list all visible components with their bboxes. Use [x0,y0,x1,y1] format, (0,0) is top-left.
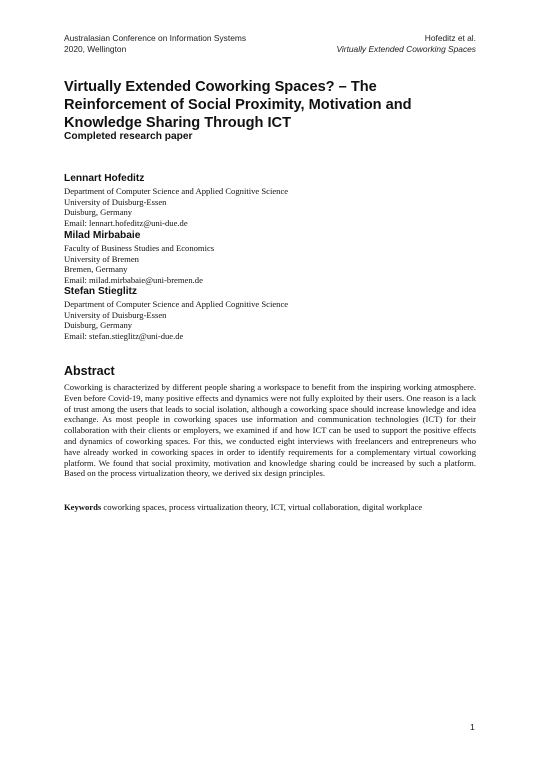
author-block [64,285,484,341]
abstract-body: Coworking is characterized by different people sharing a workspace to benefit from the inspiring working atmosphere. Even before Covid-19, many positive effects and dynamics were not fully exploited by their users. One reason is a lack of trust among the users that leads to social isolation, although a coworking space should increase knowledge and idea exchange. As most people in coworking spaces use information and communication technologies (ICT) for their collaboration with their clients or employers, we examined if and how ICT can be used to support the positive effects and dynamics of coworking spaces. For this, we conducted eight interviews with freelancers and entrepreneurs who have already worked in coworking spaces in order to identify requirements for a complementary virtual coworking platform. We found that social proximity, motivation and knowledge sharing could be increased by such a platform. Based on the process virtualization theory, we derived six design principles. [64,382,476,479]
title-line: Knowledge Sharing Through ICT [64,115,292,131]
author-email: Email: milad.mirbabaie@uni-bremen.de [64,274,203,285]
author-university: University of Duisburg-Essen [64,309,167,320]
author-block [64,229,484,285]
page-number: 1 [470,722,475,732]
author-name: Lennart Hofeditz [64,173,145,184]
author-name: Stefan Stieglitz [64,286,138,297]
conference-name: Australasian Conference on Information Systems [64,33,247,43]
author-affiliation: Department of Computer Science and Applied Cognitive Science [64,186,289,196]
author-university: University of Bremen [64,253,139,264]
author-location: Bremen, Germany [64,264,128,275]
author-location: Duisburg, Germany [64,320,133,331]
title-line: Virtually Extended Coworking Spaces? – The [64,79,377,95]
author-email: Email: stefan.stieglitz@uni-due.de [64,330,184,341]
header-left [64,33,246,55]
header-authors: Hofeditz et al. [424,33,476,43]
author-affiliation: Department of Computer Science and Applied Cognitive Science [64,299,289,309]
author-university: University of Duisburg-Essen [64,196,167,207]
conference-year-location: 2020, Wellington [64,44,127,54]
paper-type: Completed research paper [64,131,193,142]
header-right [336,33,476,55]
abstract-heading: Abstract [64,364,115,378]
author-block [64,172,484,228]
keywords-text: coworking spaces, process virtualization theory, ICT, virtual collaboration, digital workplace [101,502,423,512]
keywords-label: Keywords [64,502,102,512]
author-name: Milad Mirbabaie [64,230,141,241]
title-line: Reinforcement of Social Proximity, Motivation and [64,97,412,113]
paper-title [64,78,484,132]
author-affiliation: Faculty of Business Studies and Economics [64,243,215,253]
author-email: Email: lennart.hofeditz@uni-due.de [64,217,188,228]
author-location: Duisburg, Germany [64,207,133,218]
header-short-title: Virtually Extended Coworking Spaces [336,44,476,54]
keywords [64,502,476,513]
